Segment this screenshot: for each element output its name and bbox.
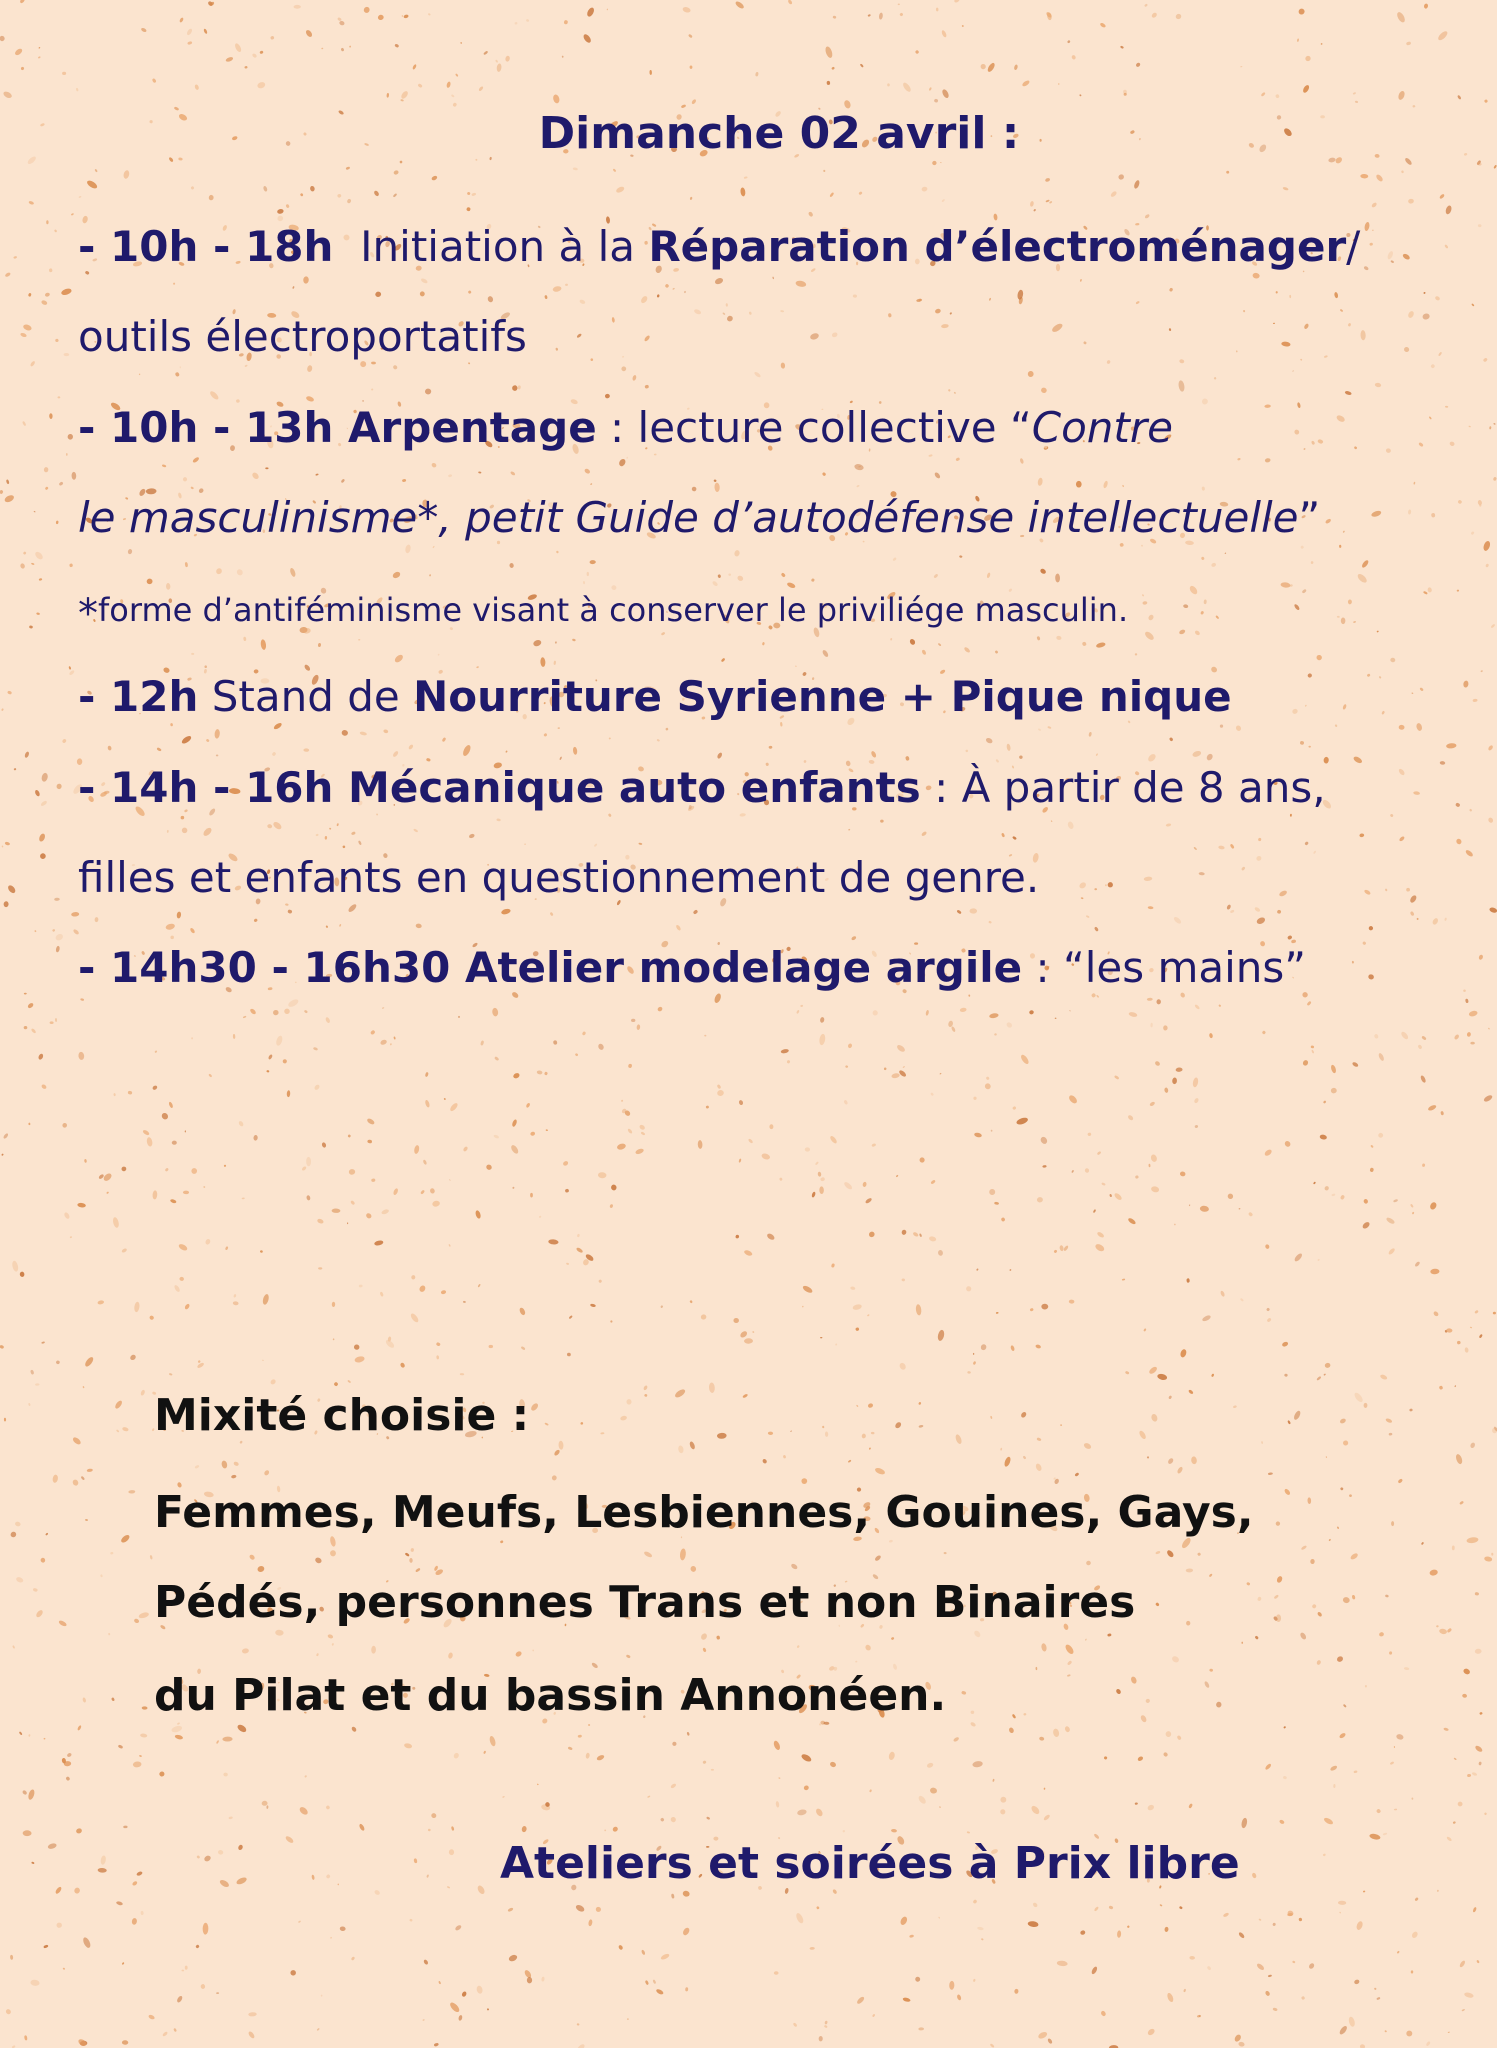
schedule-item-arpentage bbox=[78, 403, 1173, 453]
schedule-text: / bbox=[1346, 222, 1361, 271]
schedule-text: : À partir de 8 ans, bbox=[920, 763, 1326, 812]
schedule-time: - 12h bbox=[78, 672, 199, 721]
schedule-item-arpentage-line2 bbox=[78, 493, 1320, 543]
schedule-time: - 10h - 13h Arpentage bbox=[78, 403, 597, 452]
page-title: Dimanche 02 avril : bbox=[538, 108, 1020, 159]
mixite-line: Femmes, Meufs, Lesbiennes, Gouines, Gays, bbox=[154, 1487, 1254, 1538]
schedule-item-repair-line2: outils électroportatifs bbox=[78, 312, 527, 361]
footnote-star: * bbox=[78, 591, 98, 637]
schedule-text: Stand de bbox=[198, 672, 414, 721]
prix-libre-footer: Ateliers et soirées à Prix libre bbox=[500, 1838, 1240, 1889]
schedule-text: Initiation à la bbox=[333, 222, 649, 271]
mixite-line: Pédés, personnes Trans et non Binaires bbox=[154, 1577, 1136, 1628]
schedule-text: : “les mains” bbox=[1022, 943, 1307, 992]
schedule-time: - 14h30 - 16h30 Atelier modelage argile bbox=[78, 943, 1023, 992]
footnote-text: forme d’antiféminisme visant à conserver le priviliége masculin. bbox=[98, 591, 1129, 629]
schedule-item-food bbox=[78, 672, 1232, 722]
schedule-activity: Réparation d’électroménager bbox=[648, 222, 1347, 271]
quote-close: ” bbox=[1298, 493, 1321, 542]
schedule-item-repair bbox=[78, 222, 1360, 272]
schedule-item-mechanics bbox=[78, 763, 1326, 813]
schedule-time: - 14h - 16h Mécanique auto enfants bbox=[78, 763, 921, 812]
schedule-text: : lecture collective “ bbox=[596, 403, 1032, 452]
schedule-item-clay bbox=[78, 943, 1306, 993]
mixite-line: du Pilat et du bassin Annonéen. bbox=[154, 1670, 947, 1721]
book-title: Contre bbox=[1031, 403, 1173, 452]
mixite-heading: Mixité choisie : bbox=[154, 1390, 530, 1441]
schedule-item-mechanics-line2: filles et enfants en questionnement de genre. bbox=[78, 853, 1040, 902]
schedule-time: - 10h - 18h bbox=[78, 222, 334, 271]
schedule-activity: Nourriture Syrienne + Pique nique bbox=[413, 672, 1232, 721]
footnote bbox=[78, 590, 1129, 637]
book-title: le masculinisme*, petit Guide d’autodéfense intellectuelle bbox=[78, 493, 1299, 542]
